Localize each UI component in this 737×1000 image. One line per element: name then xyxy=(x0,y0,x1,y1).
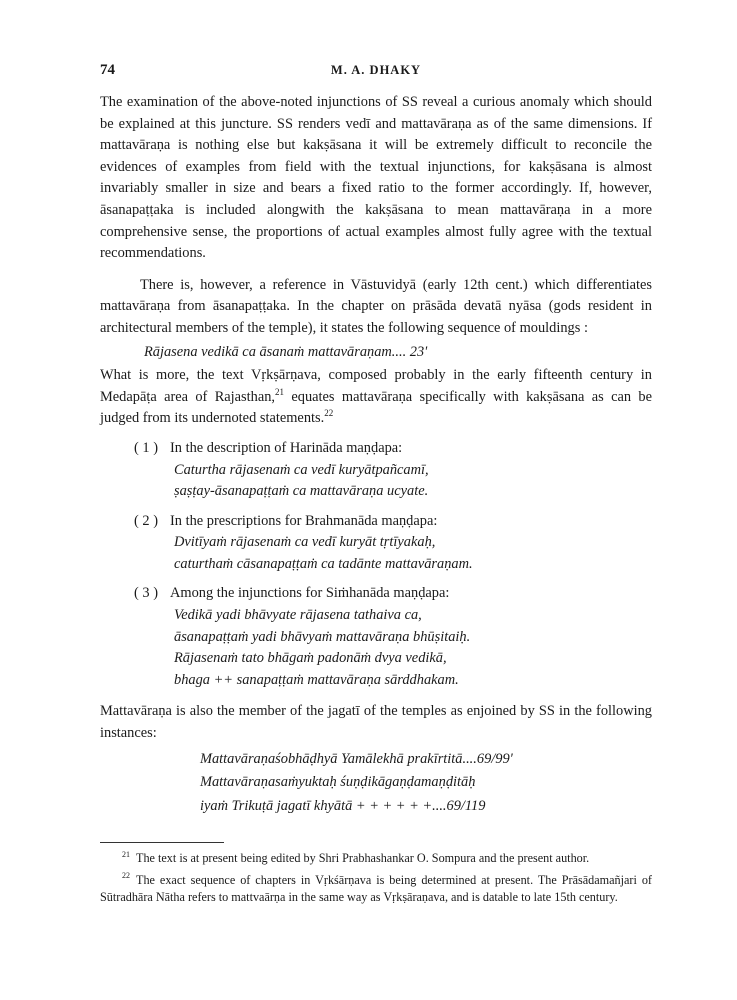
paragraph-2: There is, however, a reference in Vāstuvidyā (early 12th cent.) which differentiates mattavāraṇa from āsanapaṭṭaka. In the chapter on prāsāda devatā nyāsa (gods resident in architectural members of the temple), it states the following sequence of mouldings : xyxy=(100,276,652,336)
footnote-rule xyxy=(100,842,224,843)
sanskrit-line: Mattavāraṇaśobhāḍhyā Yamālekhā prakīrtitā....69/99' xyxy=(200,750,513,767)
sanskrit-line: Dvitīyaṁ rājasenaṁ ca vedī kuryāt tṛtīyakaḥ, xyxy=(174,534,436,551)
paragraph-1: The examination of the above-noted injunctions of SS reveal a curious anomaly which should be explained at this juncture. SS renders vedī and mattavāraṇa as of the same dimensions. If mattavāraṇa is nothing else but kakṣāsana it will be extremely difficult to reconcile the evidences of examples from field with the textual injunctions, for kakṣāsana is almost invariably smaller in size and bears a fixed ratio to the former accordingly. If, however, āsanapaṭṭaka is included alongwith the kakṣāsana to mean mattavāraṇa in a more comprehensive sense, the proportions of actual examples almost fully agree with the textual recommendations. xyxy=(100,94,652,262)
block-quote xyxy=(100,749,652,818)
sanskrit-line: Caturtha rājasenaṁ ca vedī kuryātpañcamī, xyxy=(174,461,429,478)
paragraph-3: What is more, the text Vṛkṣārṇava, composed probably in the early fifteenth century in Medapāṭa area of Rajasthan,$^{21}$ equates mattavāraṇa specifically with kakṣāsana as can be judged from its undernoted statements.$^{22}$ xyxy=(100,367,652,427)
sanskrit-line: āsanapaṭṭaṁ yadi bhāvyaṁ mattavāraṇa bhūṣitaiḥ. xyxy=(174,628,471,645)
sanskrit-line: ṣaṣṭay-āsanapaṭṭaṁ ca mattavāraṇa ucyate. xyxy=(174,483,429,500)
sanskrit-line: iyaṁ Trikuṭā jagatī khyātā + + + + + +....69/119 xyxy=(200,797,486,814)
list-item xyxy=(100,583,652,691)
footnote-22: $^{22}$ The exact sequence of chapters in Vṛkśārṇava is being determined at present. The Prāsādamañjari of Sūtradhāra Nātha refers to mattvaārṇa in the same way as Vṛkṣāraṇava, and is datable to late 15th century. xyxy=(100,871,652,904)
list-item xyxy=(100,511,652,576)
sanskrit-line: bhaga ++ sanapaṭṭaṁ mattavāraṇa sārddhakam. xyxy=(174,671,459,688)
main-text xyxy=(100,92,652,819)
sanskrit-line: Vedikā yadi bhāvyate rājasena tathaiva ca, xyxy=(174,607,422,624)
footnotes xyxy=(100,850,652,911)
list-intro: Among the injunctions for Siṁhanāda maṇḍapa: xyxy=(170,585,450,602)
paragraph-4: Mattavāraṇa is also the member of the jagatī of the temples as enjoined by SS in the following instances: xyxy=(100,703,652,742)
page-header xyxy=(100,62,652,82)
footnote-21: $^{21}$ The text is at present being edited by Shri Prabhashankar O. Sompura and the present author. xyxy=(122,849,590,865)
footnote-ref-21: 21 xyxy=(275,386,285,397)
page-number: 74 xyxy=(100,62,115,78)
sanskrit-line: caturthaṁ cāsanapaṭṭaṁ ca tadānte mattavāraṇam. xyxy=(174,555,473,572)
list-intro: In the prescriptions for Brahmanāda maṇḍapa: xyxy=(170,512,438,529)
verse-quote: Rājasena vedikā ca āsanaṁ mattavāraṇam.... 23' xyxy=(144,343,428,360)
footnote-ref-22: 22 xyxy=(324,408,334,419)
list-number: ( 1 ) xyxy=(134,439,158,456)
sanskrit-line: Mattavāraṇasaṁyuktaḥ śuṇḍikāgaṇḍamaṇḍitāḥ xyxy=(200,774,476,791)
list-number: ( 2 ) xyxy=(134,512,158,529)
sanskrit-line: Rājasenaṁ tato bhāgaṁ padonāṁ dvya vedikā, xyxy=(174,650,447,667)
list-intro: In the description of Harināda maṇḍapa: xyxy=(170,439,403,456)
running-head: M. A. DHAKY xyxy=(330,63,422,77)
list-item xyxy=(100,438,652,503)
list-number: ( 3 ) xyxy=(134,585,158,602)
